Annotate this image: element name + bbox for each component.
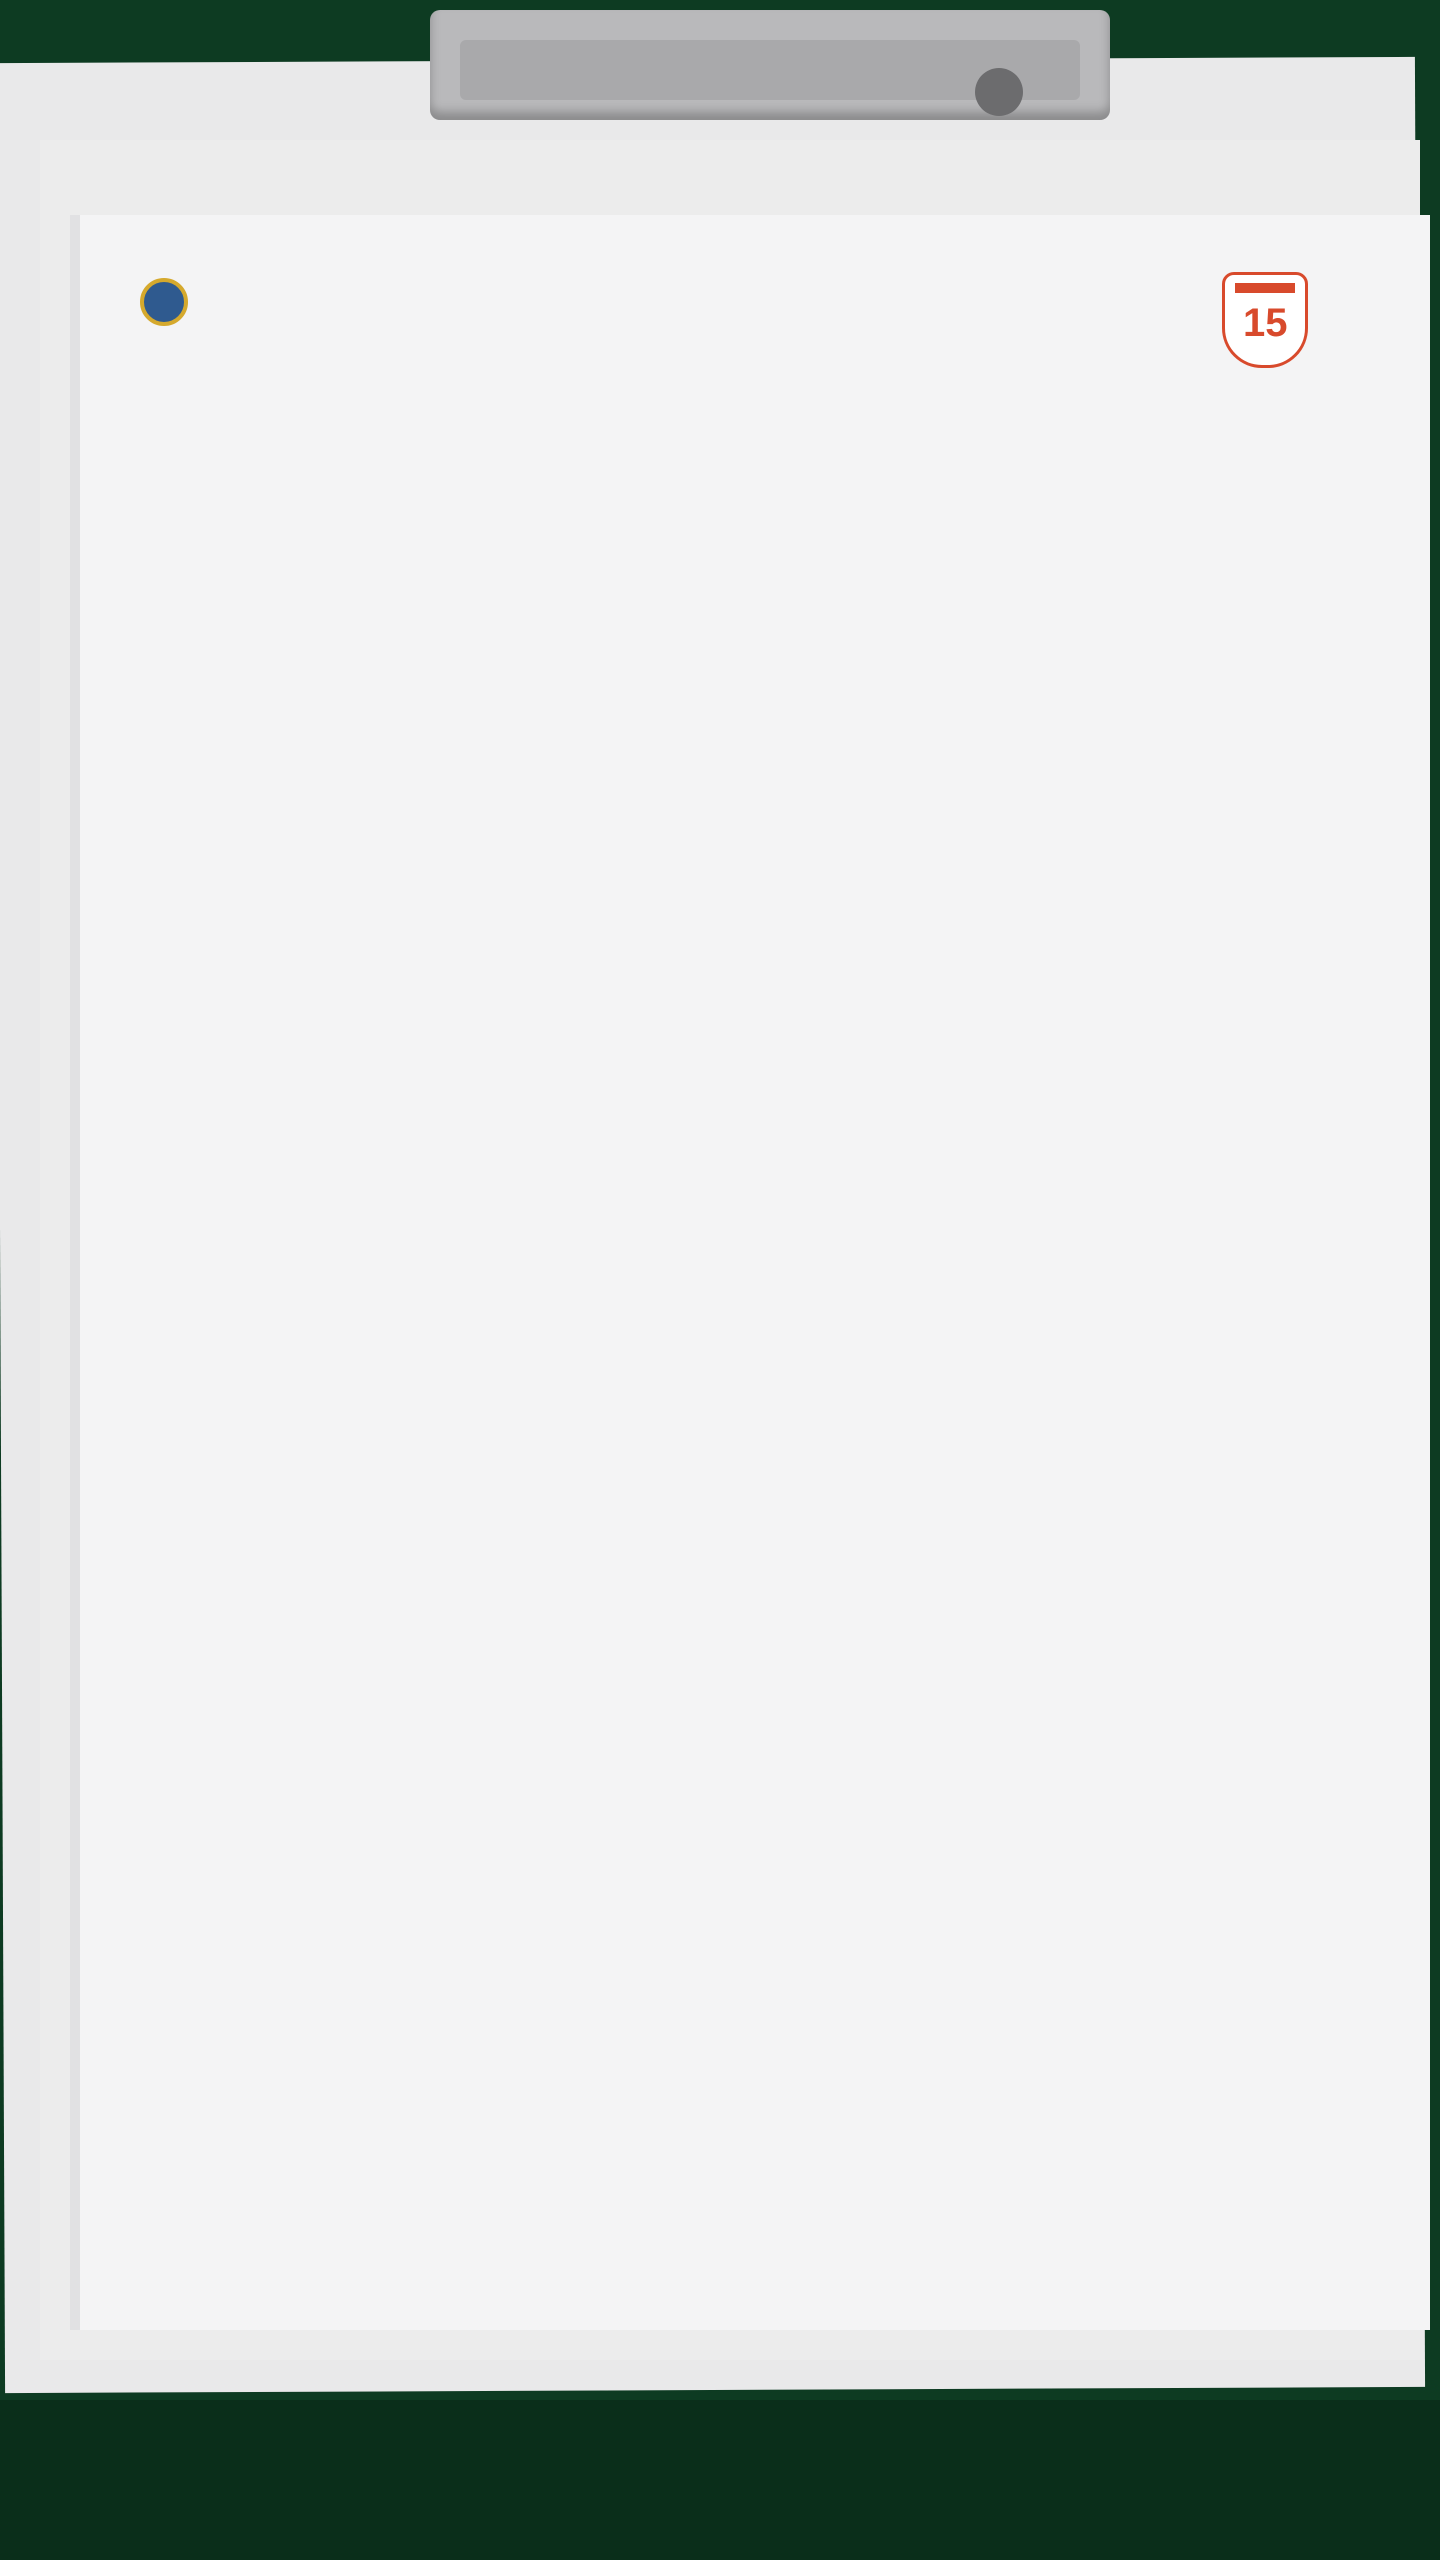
pssi-logo xyxy=(140,278,198,326)
pssi-emblem-icon xyxy=(140,278,188,326)
document-title xyxy=(470,268,970,282)
tournament-emblem-icon: 15 xyxy=(1222,272,1308,368)
desk-background xyxy=(0,2400,1440,2560)
clipboard-clip-hole xyxy=(975,68,1023,116)
match-summary-sheet xyxy=(70,215,1430,2330)
